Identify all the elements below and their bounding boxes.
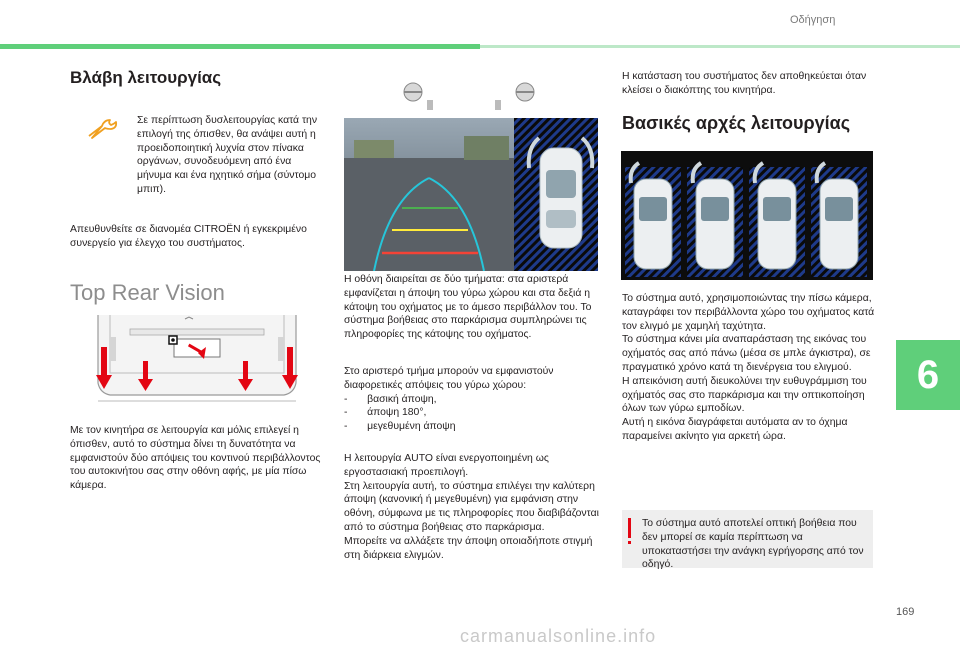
state-not-saved-text: Η κατάσταση του συστήματος δεν αποθηκεύεται όταν κλείσει ο διακόπτης του κινητήρα. (622, 71, 867, 96)
safety-note-text: Το σύστημα αυτό αποτελεί οπτική βοήθεια που δεν μπορεί σε καμία περίπτωση να υποκαταστήσει την ανάγκη εγρήγορσης από τον οδηγό. (642, 518, 864, 571)
header-accent-bar (0, 44, 480, 49)
wrench-warning-icon (86, 116, 128, 140)
warning-icon-dot (628, 541, 631, 544)
screen-description: Η οθόνη διαιρείται σε δύο τμήματα: στα αριστερά εμφανίζεται η άποψη του γύρω χώρου και στα δεξιά η κάτοψη του οχήματος με το άμεσο περιβάλλον του. Το σύστημα βοήθειας στο παρκάρισμα συμπληρώνει τις πληροφορίες της κάτοψης του οχήματος. (344, 274, 592, 341)
view-options: Στο αριστερό τμήμα μπορούν να εμφανιστούν διαφορετικές απόψεις του γύρω χώρου: - βασική άποψη, - άποψη 180°, - μεγεθυμένη άποψη (344, 366, 554, 433)
auto-mode-description: Η λειτουργία AUTO είναι ενεργοποιημένη ως εργοστασιακή προεπιλογή. Στη λειτουργία αυτή, το σύστημα επιλέγει την καλύτερη άποψη (κανονική ή μεγεθυμένη) για εμφάνιση στην οθόνη, σύμφωνα με τις πληροφορίες που διαβιβάζονται από το σύστημα βοήθειας στο παρκάρισμα. Μπορείτε να αλλάξετε την άποψη οποιαδήποτε στιγμή στη διάρκεια ελιγμών. (344, 453, 599, 561)
safety-note (622, 510, 873, 571)
view-mode-icons (395, 82, 545, 112)
intro-text: Με τον κινητήρα σε λειτουργία και μόλις επιλεγεί η όπισθεν, αυτό το σύστημα δίνει τη δυνατότητα να εμφανιστούν δύο απόψεις του κοντινού περιβάλλοντος του αυτοκινήτου σας στην οθόνη αφής, με μία πίσω κάμερα. (70, 425, 321, 492)
top-view-parking-illustration (621, 151, 873, 280)
camera-split-view-illustration (344, 118, 598, 271)
fault-description: Σε περίπτωση δυσλειτουργίας κατά την επιλογή της όπισθεν, θα ανάψει αυτή η προειδοποιητική λυχνία στον πίνακα οργάνων, συνοδευόμενη από ένα μήνυμα και ένα ηχητικό σήμα (σύντομο μπιπ). (137, 115, 318, 195)
warning-icon (628, 518, 631, 538)
principles-description: Το σύστημα αυτό, χρησιμοποιώντας την πίσω κάμερα, καταγράφει τον περιβάλλοντα χώρο του οχήματος κατά τον ελιγμό με χαμηλή ταχύτητα. Το σύστημα κάνει μία αναπαράσταση της εικόνας του οχήματός σας από πάνω (μέσα σε μπλε άγκιστρα), σε πραγματικό χρόνο κατά τη διενέργεια του ελιγμού. Η απεικόνιση αυτή διευκολύνει την ευθυγράμμιση του οχήματός σας στο παρκάρισμα και την οπτικοποίηση όλων των γύρω εμποδίων. Αυτή η εικόνα διαγράφεται αυτόματα αν το όχημα παραμείνει ακίνητο για αρκετή ώρα. (622, 293, 875, 442)
header-accent-bar-light (480, 45, 960, 48)
rear-camera-illustration (70, 313, 324, 413)
principles-heading: Βασικές αρχές λειτουργίας (622, 113, 851, 133)
chapter-tab: 6 (896, 340, 960, 410)
dealer-advice: Απευθυνθείτε σε διανομέα CITROËN ή εγκεκριμένο συνεργείο για έλεγχο του συστήματος. (70, 224, 307, 249)
top-rear-vision-title: Top Rear Vision (70, 280, 225, 305)
page-number: 169 (896, 606, 915, 618)
fault-heading: Βλάβη λειτουργίας (70, 68, 222, 87)
section-header: Οδήγηση (790, 14, 836, 26)
watermark: carmanualsonline.info (460, 626, 657, 646)
